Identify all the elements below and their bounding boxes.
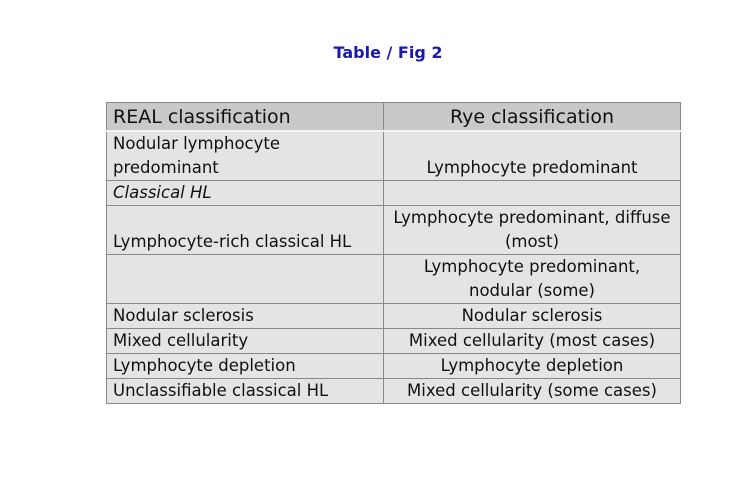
table-row [107, 131, 681, 181]
real-cell: Unclassifiable classical HL [107, 379, 384, 404]
table-row [107, 181, 681, 206]
table-row [107, 206, 681, 255]
rye-cell: Lymphocyte depletion [384, 354, 681, 379]
rye-cell: Mixed cellularity (some cases) [384, 379, 681, 404]
table-row [107, 329, 681, 354]
table-row [107, 379, 681, 404]
real-cell: Nodular sclerosis [107, 304, 384, 329]
real-cell: Mixed cellularity [107, 329, 384, 354]
table-row [107, 255, 681, 304]
rye-cell: Lymphocyte predominant, diffuse (most) [384, 206, 681, 255]
real-cell: Classical HL [107, 181, 384, 206]
real-cell: Lymphocyte depletion [107, 354, 384, 379]
rye-cell: Lymphocyte predominant, nodular (some) [384, 255, 681, 304]
table-row [107, 354, 681, 379]
rye-cell [384, 181, 681, 206]
figure-title: Table / Fig 2 [333, 43, 443, 62]
real-cell [107, 255, 384, 304]
column-header-rye: Rye classification [384, 103, 681, 132]
rye-cell: Lymphocyte predominant [384, 131, 681, 181]
column-header-real: REAL classification [107, 103, 384, 132]
real-cell: Nodular lymphocyte predominant [107, 131, 384, 181]
classification-table [106, 102, 681, 404]
rye-cell: Mixed cellularity (most cases) [384, 329, 681, 354]
table-header-row [107, 103, 681, 132]
table-row [107, 304, 681, 329]
rye-cell: Nodular sclerosis [384, 304, 681, 329]
real-cell: Lymphocyte-rich classical HL [107, 206, 384, 255]
